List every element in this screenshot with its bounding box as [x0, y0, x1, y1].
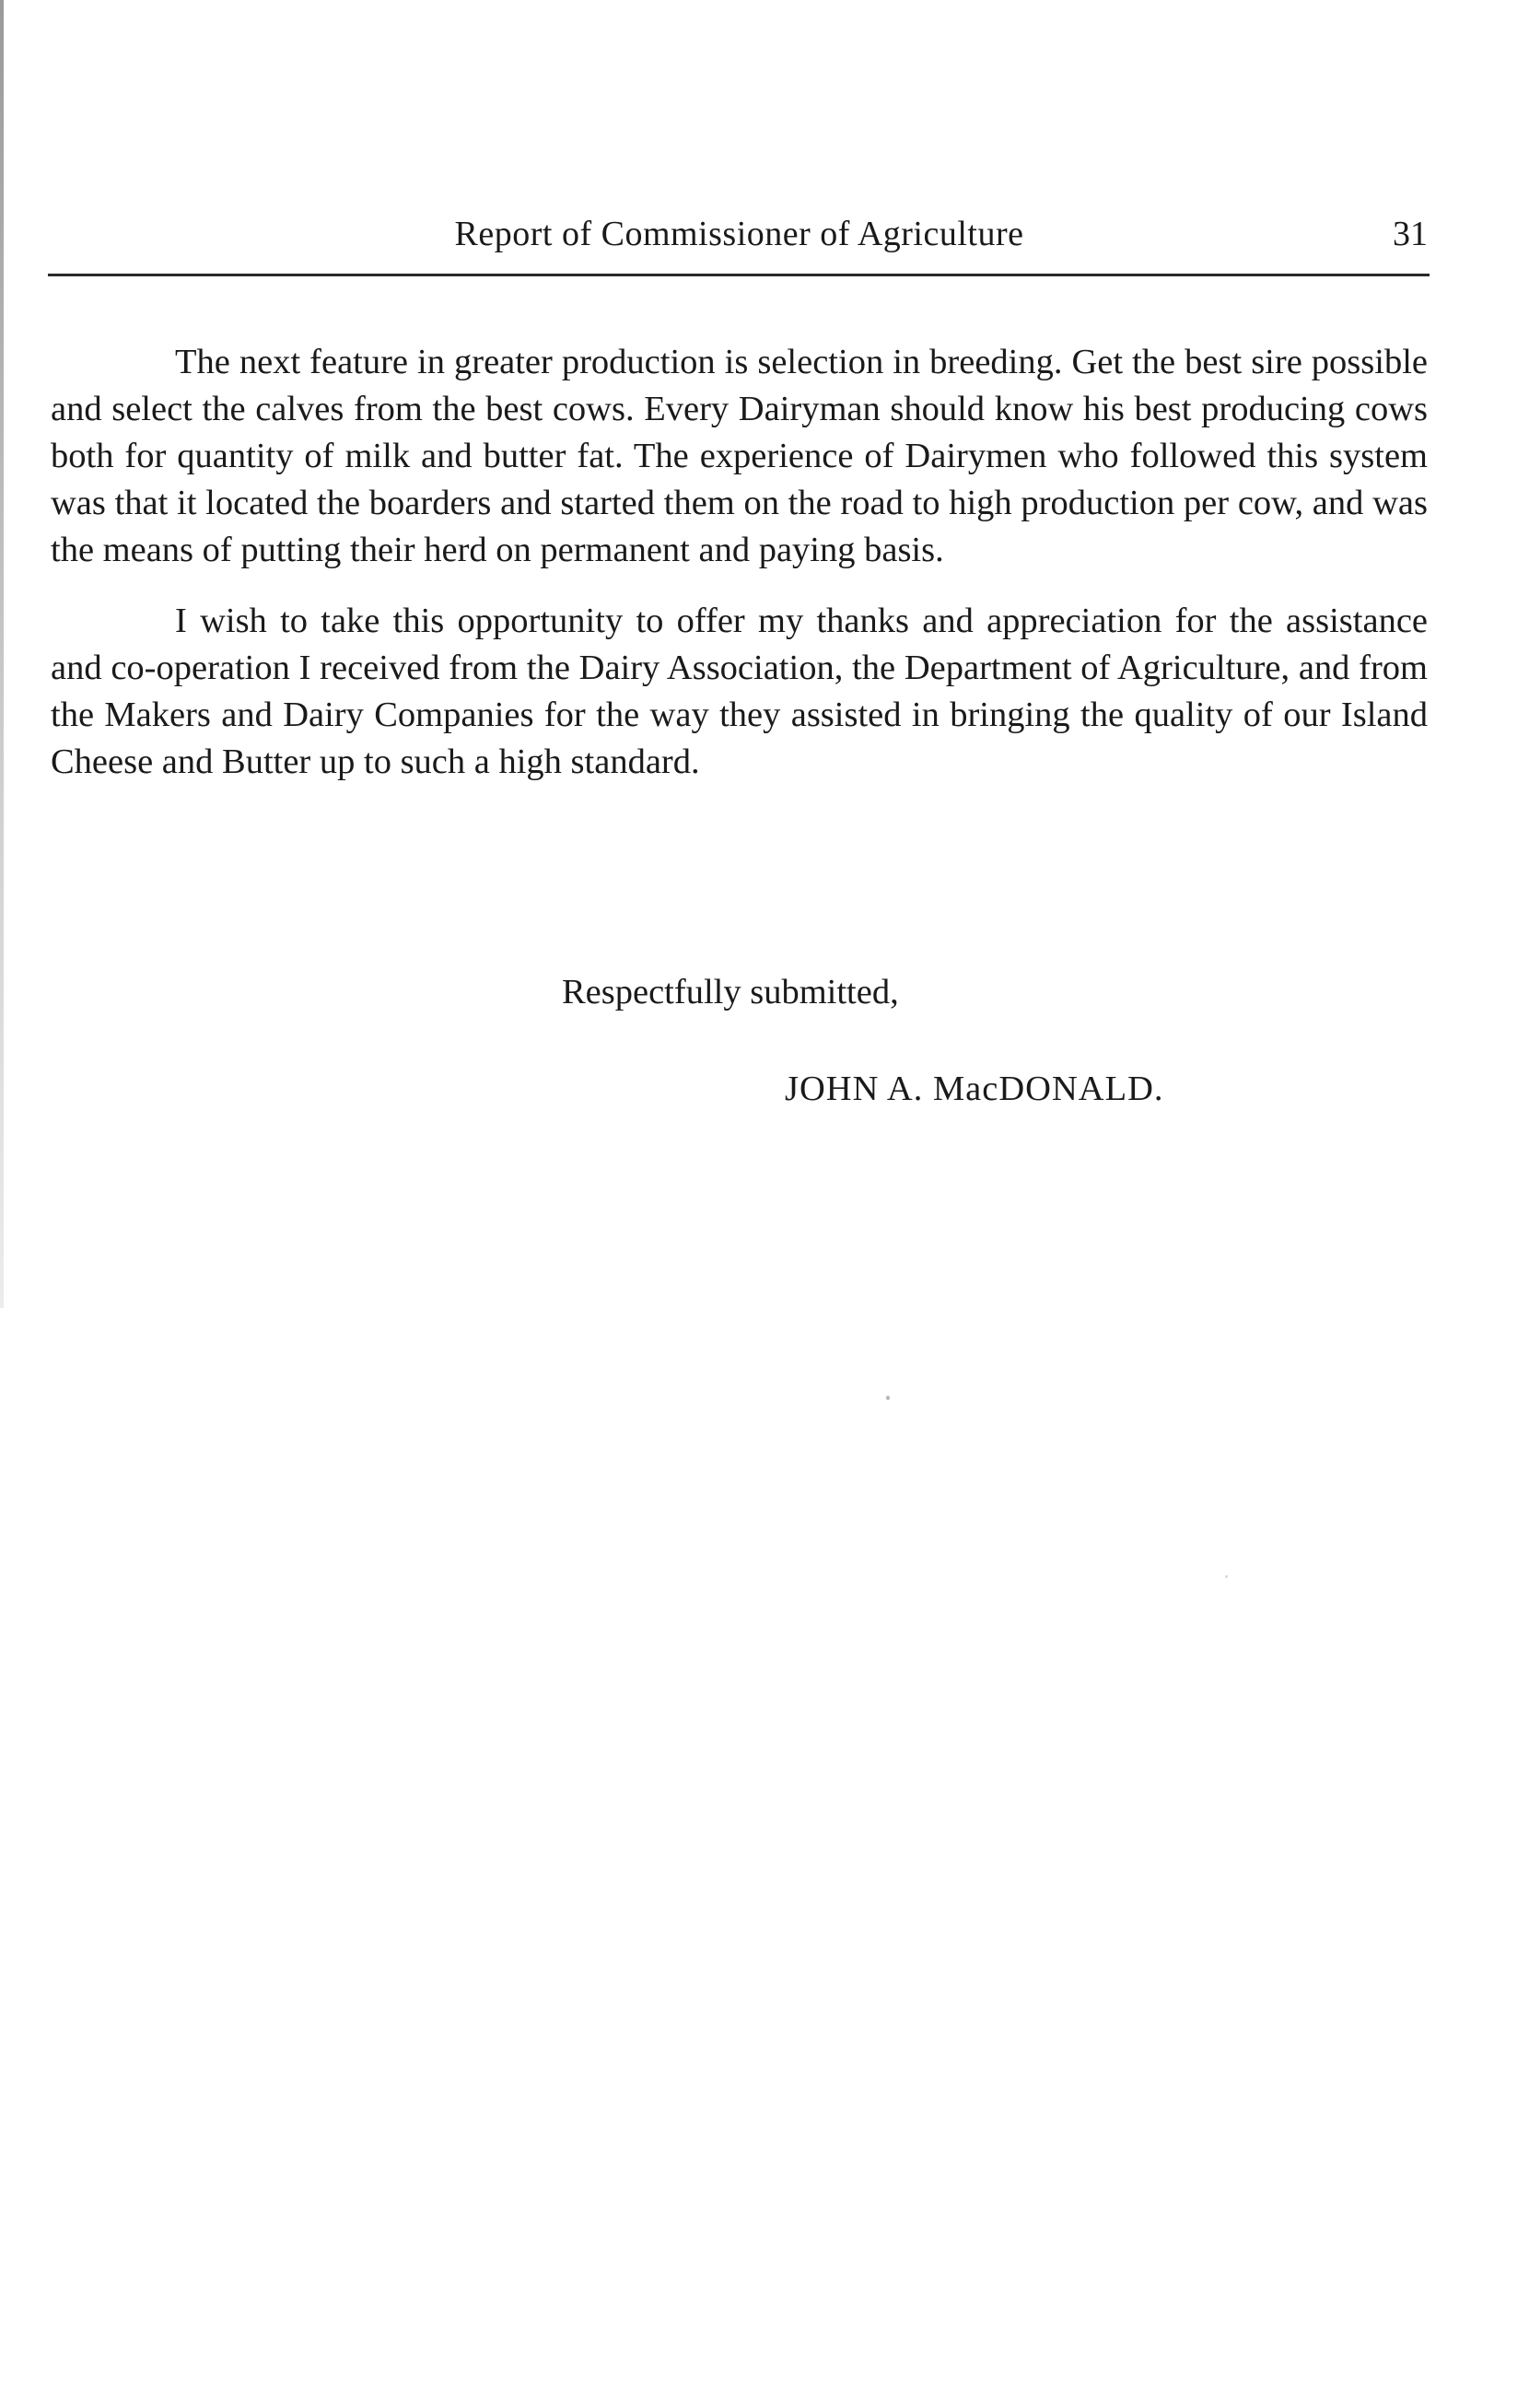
- running-title: Report of Commissioner of Agriculture: [454, 215, 1024, 253]
- page-number: 31: [1393, 215, 1428, 253]
- closing-line: Respectfully submitted,: [562, 973, 899, 1011]
- page-edge-shadow: [0, 0, 4, 1308]
- body-text: [51, 339, 1428, 810]
- page-header: [51, 214, 1428, 265]
- header-rule: [48, 274, 1430, 276]
- paragraph-thanks: I wish to take this opportunity to offer my thanks and appreciation for the assistance and co-operation I received from the Dairy Association, the Department of Agriculture, and from the Makers and Dairy Companies for the way they assisted in bringing the quality of our Island Cheese and Butter up to such a high standard.: [51, 602, 1428, 781]
- paragraph-breeding: The next feature in greater production is selection in breeding. Get the best sire possible and select the calves from the best cows. Every Dairyman should know his best producing cows both for quantity of milk and butter fat. The experience of Dairymen who followed this system was that it located the boarders and started them on the road to high production per cow, and was the means of putting their herd on permanent and paying basis.: [51, 343, 1428, 569]
- signature: JOHN A. MacDONALD.: [785, 1070, 1164, 1108]
- paper-speck: [1225, 1575, 1228, 1578]
- paper-speck: [886, 1396, 890, 1400]
